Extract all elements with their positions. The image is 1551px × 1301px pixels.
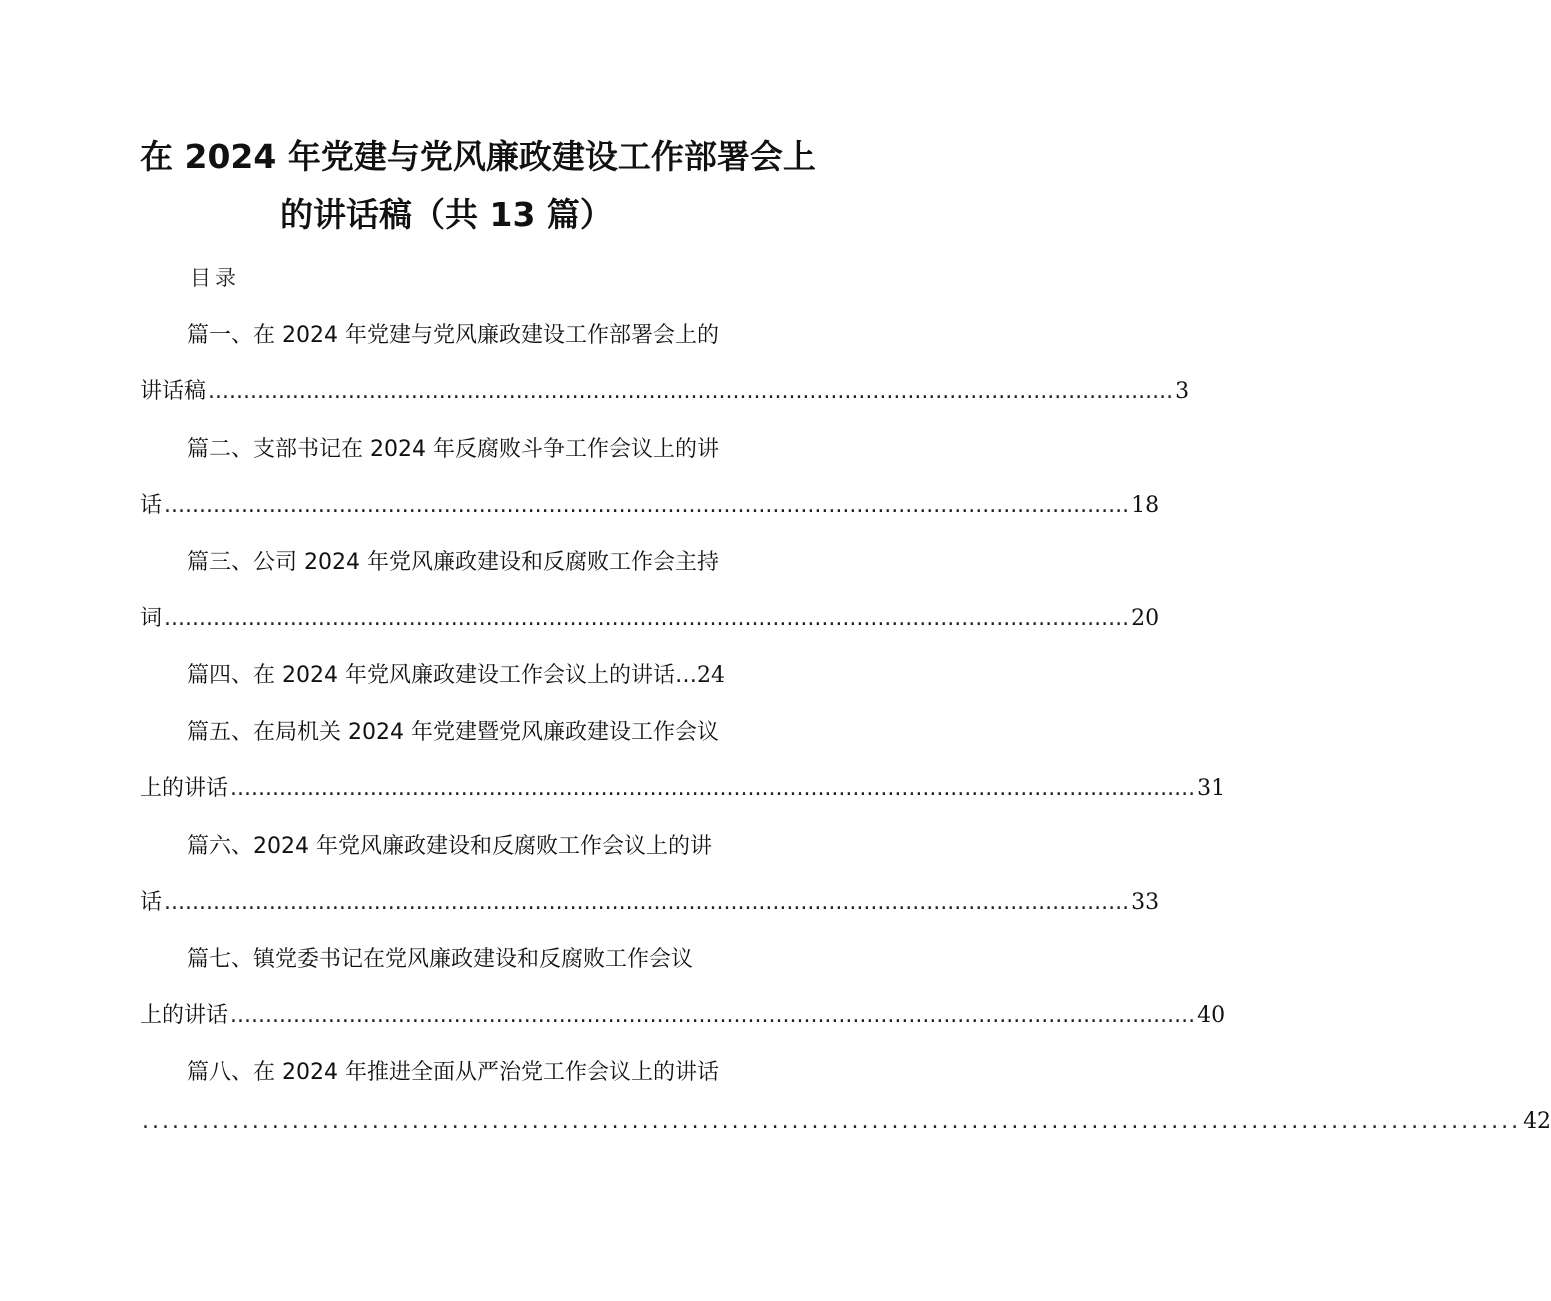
leader-dots: ..........................................................................................................................................: [164, 890, 1130, 915]
toc-entry-5-tail-row[interactable]: [140, 771, 1226, 802]
toc-entry-6-page: 33: [1131, 890, 1160, 915]
toc-entry-6-tail-row[interactable]: [140, 885, 1160, 916]
toc-label: 目录: [190, 266, 240, 290]
toc-entry-1-tail: 讲话稿: [140, 379, 207, 404]
title-line-2: 的讲话稿（共 13 篇）: [280, 195, 613, 234]
toc-entry-4-row[interactable]: [187, 658, 725, 689]
toc-entry-2-tail: 话: [140, 493, 163, 518]
toc-entry-5-head[interactable]: 篇五、在局机关 2024 年党建暨党风廉政建设工作会议: [187, 720, 719, 745]
toc-entry-6-head[interactable]: 篇六、2024 年党风廉政建设和反腐败工作会议上的讲: [187, 834, 712, 859]
toc-entry-2-page: 18: [1131, 493, 1160, 518]
toc-entry-7-page: 40: [1197, 1003, 1226, 1028]
leader-dots: ..........................................................................................................................................: [164, 606, 1130, 631]
toc-entry-7-head[interactable]: 篇七、镇党委书记在党风廉政建设和反腐败工作会议: [187, 947, 694, 972]
toc-entry-1-page: 3: [1175, 379, 1190, 404]
toc-entry-8-tail-row[interactable]: [140, 1109, 1551, 1134]
toc-entry-2-head[interactable]: 篇二、支部书记在 2024 年反腐败斗争工作会议上的讲: [187, 437, 719, 462]
toc-entry-8-head[interactable]: 篇八、在 2024 年推进全面从严治党工作会议上的讲话: [187, 1060, 719, 1085]
toc-entry-3-tail: 词: [140, 606, 163, 631]
toc-entry-1-head[interactable]: 篇一、在 2024 年党建与党风廉政建设工作部署会上的: [187, 323, 719, 348]
toc-entry-2-tail-row[interactable]: [140, 488, 1160, 519]
toc-entry-3-head[interactable]: 篇三、公司 2024 年党风廉政建设和反腐败工作会主持: [187, 550, 719, 575]
toc-entry-8-page: 42: [1523, 1109, 1551, 1134]
toc-entry-7-tail: 上的讲话: [140, 1003, 229, 1028]
leader-dots: ..........................................................................................................................................: [230, 776, 1196, 801]
leader-dots: ..........................................................................................................................................: [230, 1003, 1196, 1028]
leader-dots: ..........................................................................................................................................: [208, 379, 1174, 404]
leader-dots: ..........................................................................................................................................: [164, 493, 1130, 518]
toc-entry-7-tail-row[interactable]: [140, 998, 1226, 1029]
title-line-1: 在 2024 年党建与党风廉政建设工作部署会上: [140, 137, 816, 176]
toc-entry-4-head: 篇四、在 2024 年党风廉政建设工作会议上的讲话…: [187, 663, 697, 688]
toc-entry-3-page: 20: [1131, 606, 1160, 631]
toc-entry-1-tail-row[interactable]: [140, 374, 1190, 405]
toc-entry-3-tail-row[interactable]: [140, 601, 1160, 632]
toc-entry-6-tail: 话: [140, 890, 163, 915]
document-title: [140, 128, 816, 244]
leader-dots: ..........................................................................................................................................: [142, 1109, 1522, 1134]
toc-entry-5-page: 31: [1197, 776, 1226, 801]
toc-entry-5-tail: 上的讲话: [140, 776, 229, 801]
toc-entry-4-page: 24: [696, 663, 725, 688]
